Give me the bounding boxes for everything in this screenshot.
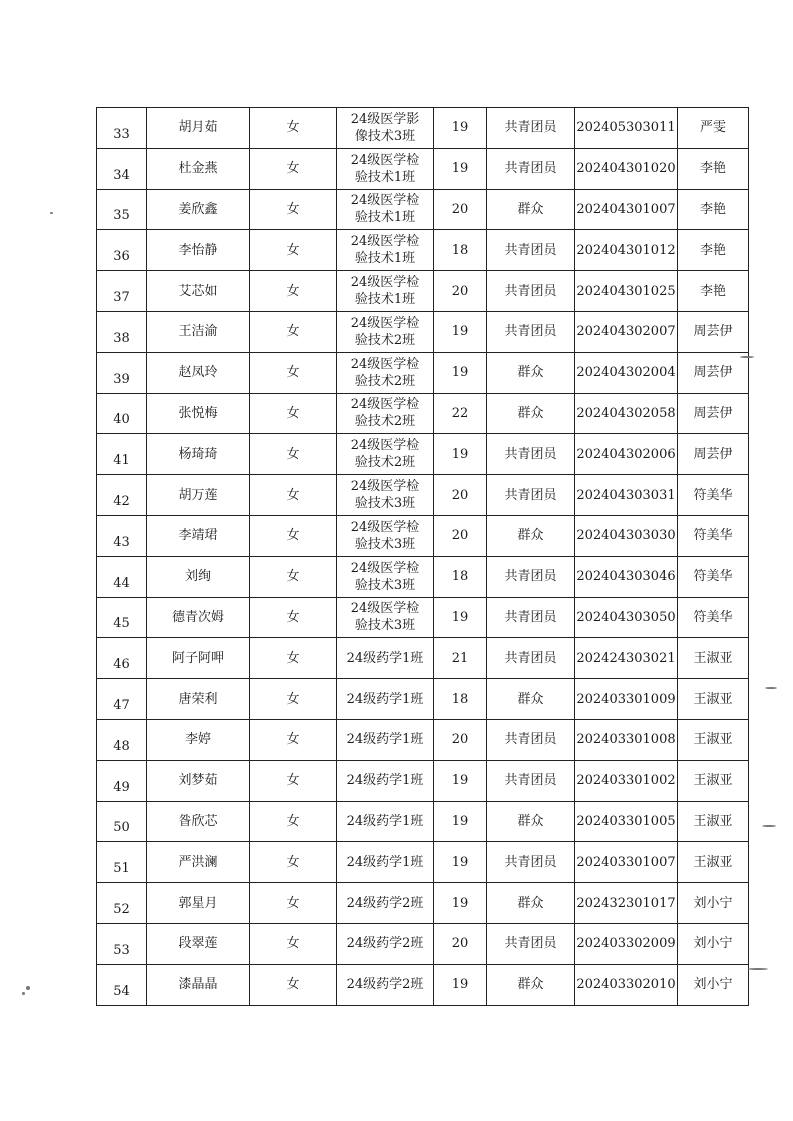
row-number-cell: 44	[97, 556, 147, 597]
table-row	[97, 230, 749, 271]
political-status-cell: 共青团员	[487, 842, 575, 883]
student-id-cell: 202403301009	[575, 679, 678, 720]
class-line-1: 24级医学检	[350, 397, 420, 413]
student-name-cell: 刘绚	[147, 556, 250, 597]
class-cell	[337, 352, 434, 393]
class-cell	[337, 964, 434, 1005]
row-number-cell: 43	[97, 515, 147, 556]
class-cell	[337, 883, 434, 924]
political-status-cell: 共青团员	[487, 311, 575, 352]
class-line-1: 24级药学2班	[346, 936, 424, 952]
age-cell: 19	[434, 108, 487, 149]
gender-cell: 女	[250, 964, 337, 1005]
table-row	[97, 148, 749, 189]
class-line-2: 验技术1班	[354, 251, 416, 267]
gender-cell: 女	[250, 760, 337, 801]
class-cell	[337, 679, 434, 720]
student-name-cell: 郭星月	[147, 883, 250, 924]
class-cell	[337, 434, 434, 475]
political-status-cell: 共青团员	[487, 760, 575, 801]
age-cell: 19	[434, 883, 487, 924]
political-status-cell: 群众	[487, 393, 575, 434]
table-row	[97, 719, 749, 760]
class-line-1: 24级医学检	[350, 193, 420, 209]
gender-cell: 女	[250, 189, 337, 230]
student-name-cell: 李婷	[147, 719, 250, 760]
age-cell: 19	[434, 964, 487, 1005]
student-id-cell: 202404303031	[575, 475, 678, 516]
teacher-cell: 李艳	[678, 230, 749, 271]
table-row	[97, 393, 749, 434]
class-line-1: 24级药学1班	[346, 813, 424, 829]
political-status-cell: 群众	[487, 679, 575, 720]
student-name-cell: 胡月茹	[147, 108, 250, 149]
class-cell	[337, 638, 434, 679]
roster-body	[97, 108, 749, 1006]
class-cell	[337, 230, 434, 271]
gender-cell: 女	[250, 638, 337, 679]
political-status-cell: 共青团员	[487, 108, 575, 149]
class-cell	[337, 189, 434, 230]
age-cell: 22	[434, 393, 487, 434]
student-id-cell: 202403301008	[575, 719, 678, 760]
student-id-cell: 202403301005	[575, 801, 678, 842]
scan-speck	[765, 687, 777, 689]
scan-speck	[762, 825, 776, 827]
table-row	[97, 964, 749, 1005]
row-number-cell: 38	[97, 311, 147, 352]
row-number-cell: 39	[97, 352, 147, 393]
gender-cell: 女	[250, 923, 337, 964]
table-row	[97, 597, 749, 638]
student-name-cell: 杨琦琦	[147, 434, 250, 475]
age-cell: 20	[434, 475, 487, 516]
class-cell	[337, 148, 434, 189]
gender-cell: 女	[250, 108, 337, 149]
age-cell: 19	[434, 352, 487, 393]
row-number-cell: 36	[97, 230, 147, 271]
teacher-cell: 刘小宁	[678, 923, 749, 964]
class-cell	[337, 393, 434, 434]
political-status-cell: 共青团员	[487, 923, 575, 964]
political-status-cell: 共青团员	[487, 597, 575, 638]
political-status-cell: 群众	[487, 352, 575, 393]
gender-cell: 女	[250, 842, 337, 883]
political-status-cell: 共青团员	[487, 475, 575, 516]
table-row	[97, 556, 749, 597]
class-cell	[337, 923, 434, 964]
age-cell: 21	[434, 638, 487, 679]
teacher-cell: 李艳	[678, 148, 749, 189]
teacher-cell: 刘小宁	[678, 964, 749, 1005]
class-cell	[337, 760, 434, 801]
age-cell: 19	[434, 597, 487, 638]
student-id-cell: 202403301007	[575, 842, 678, 883]
table-row	[97, 352, 749, 393]
gender-cell: 女	[250, 352, 337, 393]
row-number-cell: 53	[97, 923, 147, 964]
class-line-2: 验技术3班	[354, 536, 416, 552]
class-line-2: 验技术2班	[354, 414, 416, 430]
teacher-cell: 王淑亚	[678, 638, 749, 679]
student-id-cell: 202403301002	[575, 760, 678, 801]
row-number-cell: 40	[97, 393, 147, 434]
gender-cell: 女	[250, 148, 337, 189]
teacher-cell: 李艳	[678, 271, 749, 312]
gender-cell: 女	[250, 597, 337, 638]
student-id-cell: 202404303030	[575, 515, 678, 556]
class-line-1: 24级药学1班	[346, 650, 424, 666]
student-id-cell: 202404302058	[575, 393, 678, 434]
student-id-cell: 202405303011	[575, 108, 678, 149]
class-line-2: 验技术3班	[354, 496, 416, 512]
teacher-cell: 周芸伊	[678, 311, 749, 352]
student-id-cell: 202424303021	[575, 638, 678, 679]
age-cell: 19	[434, 842, 487, 883]
age-cell: 18	[434, 556, 487, 597]
student-name-cell: 李怡静	[147, 230, 250, 271]
student-id-cell: 202404301007	[575, 189, 678, 230]
age-cell: 20	[434, 923, 487, 964]
gender-cell: 女	[250, 801, 337, 842]
gender-cell: 女	[250, 475, 337, 516]
political-status-cell: 共青团员	[487, 148, 575, 189]
class-cell	[337, 515, 434, 556]
row-number-cell: 33	[97, 108, 147, 149]
table-row	[97, 760, 749, 801]
class-line-1: 24级药学1班	[346, 691, 424, 707]
table-row	[97, 842, 749, 883]
student-name-cell: 姜欣鑫	[147, 189, 250, 230]
student-name-cell: 昝欣芯	[147, 801, 250, 842]
row-number-cell: 45	[97, 597, 147, 638]
student-name-cell: 刘梦茹	[147, 760, 250, 801]
class-line-2: 验技术3班	[354, 577, 416, 593]
gender-cell: 女	[250, 515, 337, 556]
scan-speck	[50, 212, 53, 214]
table-row	[97, 189, 749, 230]
student-name-cell: 段翠莲	[147, 923, 250, 964]
table-row	[97, 515, 749, 556]
class-line-2: 验技术1班	[354, 292, 416, 308]
class-cell	[337, 801, 434, 842]
political-status-cell: 共青团员	[487, 230, 575, 271]
age-cell: 19	[434, 148, 487, 189]
student-name-cell: 漆晶晶	[147, 964, 250, 1005]
student-name-cell: 德青次姆	[147, 597, 250, 638]
political-status-cell: 共青团员	[487, 719, 575, 760]
scan-speck	[740, 356, 754, 358]
class-line-1: 24级医学检	[350, 234, 420, 250]
table-row	[97, 679, 749, 720]
table-row	[97, 311, 749, 352]
student-name-cell: 胡万莲	[147, 475, 250, 516]
age-cell: 18	[434, 230, 487, 271]
teacher-cell: 符美华	[678, 475, 749, 516]
teacher-cell: 严雯	[678, 108, 749, 149]
class-cell	[337, 719, 434, 760]
table-row	[97, 923, 749, 964]
teacher-cell: 刘小宁	[678, 883, 749, 924]
gender-cell: 女	[250, 434, 337, 475]
teacher-cell: 王淑亚	[678, 679, 749, 720]
class-line-2: 验技术2班	[354, 455, 416, 471]
row-number-cell: 35	[97, 189, 147, 230]
student-id-cell: 202403302010	[575, 964, 678, 1005]
class-line-2: 验技术2班	[354, 332, 416, 348]
class-line-1: 24级医学检	[350, 356, 420, 372]
student-name-cell: 艾芯如	[147, 271, 250, 312]
student-id-cell: 202404302006	[575, 434, 678, 475]
age-cell: 19	[434, 434, 487, 475]
class-line-2: 验技术2班	[354, 373, 416, 389]
student-id-cell: 202403302009	[575, 923, 678, 964]
political-status-cell: 群众	[487, 801, 575, 842]
political-status-cell: 共青团员	[487, 434, 575, 475]
class-line-1: 24级药学2班	[346, 895, 424, 911]
row-number-cell: 49	[97, 760, 147, 801]
teacher-cell: 符美华	[678, 556, 749, 597]
row-number-cell: 47	[97, 679, 147, 720]
class-line-1: 24级医学检	[350, 275, 420, 291]
gender-cell: 女	[250, 883, 337, 924]
table-row	[97, 434, 749, 475]
class-cell	[337, 842, 434, 883]
class-line-1: 24级医学检	[350, 438, 420, 454]
gender-cell: 女	[250, 271, 337, 312]
gender-cell: 女	[250, 230, 337, 271]
table-row	[97, 638, 749, 679]
teacher-cell: 周芸伊	[678, 393, 749, 434]
teacher-cell: 李艳	[678, 189, 749, 230]
class-line-1: 24级医学检	[350, 152, 420, 168]
class-line-1: 24级医学检	[350, 601, 420, 617]
gender-cell: 女	[250, 719, 337, 760]
student-name-cell: 赵凤玲	[147, 352, 250, 393]
scan-speck	[22, 992, 25, 995]
table-row	[97, 108, 749, 149]
row-number-cell: 42	[97, 475, 147, 516]
class-line-2: 验技术1班	[354, 169, 416, 185]
teacher-cell: 王淑亚	[678, 842, 749, 883]
scan-speck	[748, 968, 768, 970]
teacher-cell: 周芸伊	[678, 352, 749, 393]
political-status-cell: 群众	[487, 515, 575, 556]
student-id-cell: 202432301017	[575, 883, 678, 924]
row-number-cell: 50	[97, 801, 147, 842]
scan-speck	[26, 986, 30, 990]
age-cell: 20	[434, 515, 487, 556]
row-number-cell: 51	[97, 842, 147, 883]
student-id-cell: 202404301020	[575, 148, 678, 189]
teacher-cell: 符美华	[678, 597, 749, 638]
table-row	[97, 883, 749, 924]
row-number-cell: 52	[97, 883, 147, 924]
row-number-cell: 54	[97, 964, 147, 1005]
student-name-cell: 阿子阿呷	[147, 638, 250, 679]
row-number-cell: 48	[97, 719, 147, 760]
gender-cell: 女	[250, 679, 337, 720]
class-line-1: 24级药学2班	[346, 977, 424, 993]
age-cell: 18	[434, 679, 487, 720]
political-status-cell: 群众	[487, 189, 575, 230]
class-line-1: 24级医学检	[350, 479, 420, 495]
student-name-cell: 杜金燕	[147, 148, 250, 189]
row-number-cell: 41	[97, 434, 147, 475]
class-cell	[337, 271, 434, 312]
teacher-cell: 王淑亚	[678, 801, 749, 842]
student-id-cell: 202404301025	[575, 271, 678, 312]
age-cell: 19	[434, 311, 487, 352]
student-name-cell: 唐荣利	[147, 679, 250, 720]
class-cell	[337, 108, 434, 149]
student-roster-table	[96, 107, 749, 1006]
political-status-cell: 群众	[487, 964, 575, 1005]
student-name-cell: 严洪澜	[147, 842, 250, 883]
teacher-cell: 王淑亚	[678, 760, 749, 801]
student-name-cell: 王洁渝	[147, 311, 250, 352]
table-row	[97, 271, 749, 312]
class-line-1: 24级药学1班	[346, 732, 424, 748]
age-cell: 20	[434, 271, 487, 312]
teacher-cell: 王淑亚	[678, 719, 749, 760]
student-id-cell: 202404303050	[575, 597, 678, 638]
row-number-cell: 37	[97, 271, 147, 312]
class-cell	[337, 556, 434, 597]
student-id-cell: 202404302007	[575, 311, 678, 352]
class-line-1: 24级医学检	[350, 519, 420, 535]
age-cell: 19	[434, 760, 487, 801]
gender-cell: 女	[250, 556, 337, 597]
political-status-cell: 共青团员	[487, 556, 575, 597]
teacher-cell: 符美华	[678, 515, 749, 556]
class-cell	[337, 475, 434, 516]
student-name-cell: 张悦梅	[147, 393, 250, 434]
table-row	[97, 475, 749, 516]
class-line-2: 像技术3班	[354, 128, 416, 144]
political-status-cell: 群众	[487, 883, 575, 924]
row-number-cell: 46	[97, 638, 147, 679]
class-line-1: 24级医学影	[350, 111, 420, 127]
gender-cell: 女	[250, 311, 337, 352]
class-line-2: 验技术1班	[354, 210, 416, 226]
student-id-cell: 202404301012	[575, 230, 678, 271]
age-cell: 20	[434, 719, 487, 760]
row-number-cell: 34	[97, 148, 147, 189]
student-id-cell: 202404302004	[575, 352, 678, 393]
teacher-cell: 周芸伊	[678, 434, 749, 475]
class-line-1: 24级医学检	[350, 315, 420, 331]
class-cell	[337, 311, 434, 352]
class-cell	[337, 597, 434, 638]
age-cell: 20	[434, 189, 487, 230]
political-status-cell: 共青团员	[487, 638, 575, 679]
class-line-1: 24级医学检	[350, 560, 420, 576]
student-id-cell: 202404303046	[575, 556, 678, 597]
student-name-cell: 李靖珺	[147, 515, 250, 556]
gender-cell: 女	[250, 393, 337, 434]
table-row	[97, 801, 749, 842]
political-status-cell: 共青团员	[487, 271, 575, 312]
class-line-1: 24级药学1班	[346, 773, 424, 789]
class-line-2: 验技术3班	[354, 618, 416, 634]
class-line-1: 24级药学1班	[346, 854, 424, 870]
age-cell: 19	[434, 801, 487, 842]
